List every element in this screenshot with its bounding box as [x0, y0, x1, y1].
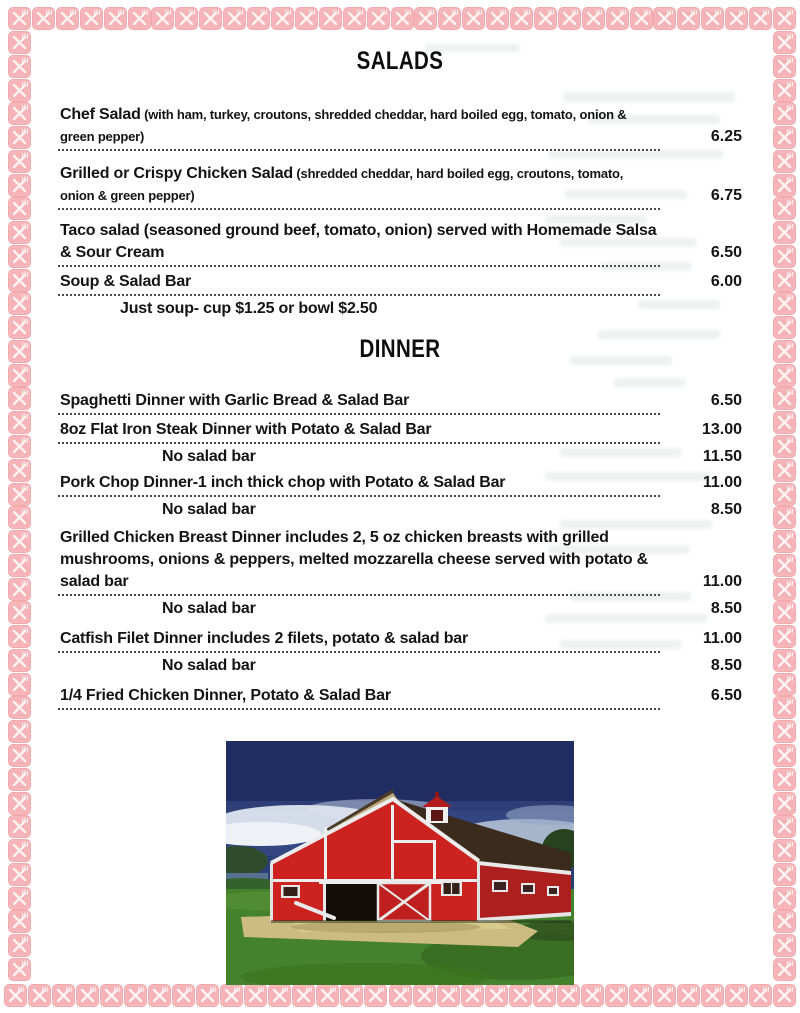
crossed-fork-and-knife-icon [773, 55, 796, 78]
crossed-fork-and-knife-icon [773, 887, 796, 910]
crossed-fork-and-knife-icon [725, 984, 748, 1007]
crossed-fork-and-knife-icon [630, 7, 653, 30]
crossed-fork-and-knife-icon [773, 245, 796, 268]
item-name: 8oz Flat Iron Steak Dinner with Potato & Salad Bar [60, 421, 432, 438]
crossed-fork-and-knife-icon [8, 316, 31, 339]
item-price: 6.00 [710, 273, 742, 290]
item-price: 6.25 [710, 128, 742, 145]
item-price: 6.50 [710, 244, 742, 261]
crossed-fork-and-knife-icon [151, 7, 174, 30]
crossed-fork-and-knife-icon [773, 649, 796, 672]
item-description: (shredded cheddar, hard boiled egg, croutons, tomato, onion & green pepper) [60, 166, 624, 203]
crossed-fork-and-knife-icon [8, 934, 31, 957]
crossed-fork-and-knife-icon [343, 7, 366, 30]
divider [58, 208, 660, 210]
menu-item-fried-chicken [58, 685, 742, 707]
crossed-fork-and-knife-icon [773, 411, 796, 434]
crossed-fork-and-knife-icon [292, 984, 315, 1007]
crossed-fork-and-knife-icon [8, 364, 31, 387]
crossed-fork-and-knife-icon [438, 7, 461, 30]
crossed-fork-and-knife-icon [773, 174, 796, 197]
crossed-fork-and-knife-icon [80, 7, 103, 30]
crossed-fork-and-knife-icon [8, 174, 31, 197]
menu-item-taco-salad [58, 220, 742, 264]
crossed-fork-and-knife-icon [773, 768, 796, 791]
crossed-fork-and-knife-icon [8, 459, 31, 482]
crossed-fork-and-knife-icon [773, 197, 796, 220]
crossed-fork-and-knife-icon [749, 7, 772, 30]
crossed-fork-and-knife-icon [319, 7, 342, 30]
subitem-label: No salad bar [162, 657, 256, 674]
crossed-fork-and-knife-icon [773, 601, 796, 624]
crossed-fork-and-knife-icon [701, 984, 724, 1007]
divider [58, 149, 660, 151]
section-title-salads: SALADS [356, 47, 444, 75]
divider [58, 442, 660, 444]
crossed-fork-and-knife-icon [437, 984, 460, 1007]
menu-item-soup-salad-bar [58, 271, 742, 293]
crossed-fork-and-knife-icon [8, 340, 31, 363]
subitem-price: 8.50 [710, 657, 742, 674]
crossed-fork-and-knife-icon [725, 7, 748, 30]
crossed-fork-and-knife-icon [413, 984, 436, 1007]
barn-photo [226, 741, 574, 985]
crossed-fork-and-knife-icon [773, 31, 796, 54]
crossed-fork-and-knife-icon [605, 984, 628, 1007]
menu-item-pork-chop [58, 472, 742, 494]
crossed-fork-and-knife-icon [389, 984, 412, 1007]
divider [58, 651, 660, 653]
crossed-fork-and-knife-icon [364, 984, 387, 1007]
crossed-fork-and-knife-icon [773, 364, 796, 387]
crossed-fork-and-knife-icon [8, 31, 31, 54]
crossed-fork-and-knife-icon [485, 984, 508, 1007]
item-name: Spaghetti Dinner with Garlic Bread & Salad Bar [60, 392, 410, 409]
soup-note: Just soup- cup $1.25 or bowl $2.50 [120, 300, 378, 317]
divider [58, 708, 660, 710]
crossed-fork-and-knife-icon [606, 7, 629, 30]
crossed-fork-and-knife-icon [8, 815, 31, 838]
crossed-fork-and-knife-icon [534, 7, 557, 30]
crossed-fork-and-knife-icon [509, 984, 532, 1007]
crossed-fork-and-knife-icon [316, 984, 339, 1007]
crossed-fork-and-knife-icon [100, 984, 123, 1007]
item-price: 11.00 [702, 630, 742, 647]
crossed-fork-and-knife-icon [701, 7, 724, 30]
crossed-fork-and-knife-icon [773, 435, 796, 458]
crossed-fork-and-knife-icon [8, 506, 31, 529]
menu-item-catfish [58, 628, 742, 650]
subitem-price: 8.50 [710, 600, 742, 617]
divider [58, 294, 660, 296]
crossed-fork-and-knife-icon [558, 7, 581, 30]
crossed-fork-and-knife-icon [773, 126, 796, 149]
item-price: 13.00 [701, 421, 742, 438]
item-name: Taco salad (seasoned ground beef, tomato, onion) served with Homemade Salsa & Sour Cream [60, 222, 657, 261]
crossed-fork-and-knife-icon [773, 984, 796, 1007]
crossed-fork-and-knife-icon [175, 7, 198, 30]
crossed-fork-and-knife-icon [8, 792, 31, 815]
menu-item-chicken-salad [58, 163, 742, 207]
crossed-fork-and-knife-icon [773, 625, 796, 648]
crossed-fork-and-knife-icon [773, 459, 796, 482]
border-top [8, 7, 796, 30]
crossed-fork-and-knife-icon [773, 387, 796, 410]
crossed-fork-and-knife-icon [199, 7, 222, 30]
crossed-fork-and-knife-icon [8, 269, 31, 292]
crossed-fork-and-knife-icon [8, 102, 31, 125]
item-name: 1/4 Fried Chicken Dinner, Potato & Salad Bar [60, 687, 391, 704]
item-name: Grilled Chicken Breast Dinner includes 2, 5 oz chicken breasts with grilled mushrooms, onions & peppers, melted mozzarella cheese served with potato & salad bar [60, 529, 649, 590]
crossed-fork-and-knife-icon [8, 150, 31, 173]
border-left [8, 31, 31, 981]
crossed-fork-and-knife-icon [295, 7, 318, 30]
crossed-fork-and-knife-icon [773, 673, 796, 696]
crossed-fork-and-knife-icon [773, 792, 796, 815]
crossed-fork-and-knife-icon [124, 984, 147, 1007]
divider [58, 413, 660, 415]
crossed-fork-and-knife-icon [104, 7, 127, 30]
crossed-fork-and-knife-icon [773, 934, 796, 957]
crossed-fork-and-knife-icon [773, 316, 796, 339]
crossed-fork-and-knife-icon [8, 649, 31, 672]
crossed-fork-and-knife-icon [8, 863, 31, 886]
item-name: Grilled or Crispy Chicken Salad [60, 165, 293, 182]
crossed-fork-and-knife-icon [220, 984, 243, 1007]
menu-content [58, 48, 742, 985]
crossed-fork-and-knife-icon [8, 197, 31, 220]
border-bottom [4, 984, 796, 1007]
menu-subitem-no-salad-bar [58, 655, 742, 677]
crossed-fork-and-knife-icon [773, 578, 796, 601]
crossed-fork-and-knife-icon [773, 530, 796, 553]
crossed-fork-and-knife-icon [8, 696, 31, 719]
item-description: (with ham, turkey, croutons, shredded cheddar, hard boiled egg, tomato, onion & green pepper) [60, 107, 627, 144]
item-name: Chef Salad [60, 106, 141, 123]
divider [58, 265, 660, 267]
crossed-fork-and-knife-icon [486, 7, 509, 30]
crossed-fork-and-knife-icon [773, 7, 796, 30]
item-name: Catfish Filet Dinner includes 2 filets, potato & salad bar [60, 630, 469, 647]
crossed-fork-and-knife-icon [244, 984, 267, 1007]
subitem-label: No salad bar [162, 501, 256, 518]
crossed-fork-and-knife-icon [268, 984, 291, 1007]
crossed-fork-and-knife-icon [8, 578, 31, 601]
menu-item-spaghetti [58, 390, 742, 412]
crossed-fork-and-knife-icon [8, 887, 31, 910]
crossed-fork-and-knife-icon [8, 126, 31, 149]
crossed-fork-and-knife-icon [773, 696, 796, 719]
crossed-fork-and-knife-icon [773, 269, 796, 292]
crossed-fork-and-knife-icon [28, 984, 51, 1007]
crossed-fork-and-knife-icon [8, 839, 31, 862]
crossed-fork-and-knife-icon [8, 554, 31, 577]
item-price: 6.50 [710, 392, 742, 409]
menu-item-flat-iron-steak [58, 419, 742, 441]
divider [58, 495, 660, 497]
crossed-fork-and-knife-icon [8, 245, 31, 268]
crossed-fork-and-knife-icon [773, 910, 796, 933]
item-price: 6.50 [710, 687, 742, 704]
item-price: 11.00 [702, 573, 742, 590]
crossed-fork-and-knife-icon [773, 958, 796, 981]
crossed-fork-and-knife-icon [196, 984, 219, 1007]
crossed-fork-and-knife-icon [172, 984, 195, 1007]
crossed-fork-and-knife-icon [773, 506, 796, 529]
crossed-fork-and-knife-icon [677, 984, 700, 1007]
crossed-fork-and-knife-icon [773, 554, 796, 577]
menu-item-chef-salad [58, 104, 742, 148]
crossed-fork-and-knife-icon [773, 720, 796, 743]
crossed-fork-and-knife-icon [8, 221, 31, 244]
crossed-fork-and-knife-icon [128, 7, 151, 30]
menu-item-grilled-chicken-breast [58, 527, 742, 593]
crossed-fork-and-knife-icon [8, 55, 31, 78]
crossed-fork-and-knife-icon [653, 984, 676, 1007]
crossed-fork-and-knife-icon [582, 7, 605, 30]
menu-subitem-no-salad-bar [58, 499, 742, 521]
crossed-fork-and-knife-icon [629, 984, 652, 1007]
crossed-fork-and-knife-icon [8, 673, 31, 696]
menu-subitem-no-salad-bar [58, 446, 742, 468]
crossed-fork-and-knife-icon [4, 984, 27, 1007]
crossed-fork-and-knife-icon [8, 435, 31, 458]
crossed-fork-and-knife-icon [557, 984, 580, 1007]
crossed-fork-and-knife-icon [677, 7, 700, 30]
crossed-fork-and-knife-icon [32, 7, 55, 30]
crossed-fork-and-knife-icon [773, 79, 796, 102]
divider [58, 594, 660, 596]
subitem-label: No salad bar [162, 448, 256, 465]
section-title-dinner: DINNER [359, 335, 441, 363]
subitem-price: 11.50 [702, 448, 742, 465]
crossed-fork-and-knife-icon [8, 625, 31, 648]
crossed-fork-and-knife-icon [8, 744, 31, 767]
crossed-fork-and-knife-icon [56, 7, 79, 30]
crossed-fork-and-knife-icon [8, 7, 31, 30]
crossed-fork-and-knife-icon [247, 7, 270, 30]
crossed-fork-and-knife-icon [367, 7, 390, 30]
crossed-fork-and-knife-icon [773, 102, 796, 125]
crossed-fork-and-knife-icon [773, 150, 796, 173]
item-price: 6.75 [710, 187, 742, 204]
crossed-fork-and-knife-icon [773, 483, 796, 506]
crossed-fork-and-knife-icon [773, 815, 796, 838]
crossed-fork-and-knife-icon [271, 7, 294, 30]
menu-subitem-no-salad-bar [58, 598, 742, 620]
crossed-fork-and-knife-icon [581, 984, 604, 1007]
crossed-fork-and-knife-icon [510, 7, 533, 30]
crossed-fork-and-knife-icon [653, 7, 676, 30]
crossed-fork-and-knife-icon [749, 984, 772, 1007]
crossed-fork-and-knife-icon [8, 79, 31, 102]
crossed-fork-and-knife-icon [76, 984, 99, 1007]
subitem-label: No salad bar [162, 600, 256, 617]
crossed-fork-and-knife-icon [461, 984, 484, 1007]
crossed-fork-and-knife-icon [8, 910, 31, 933]
crossed-fork-and-knife-icon [8, 601, 31, 624]
crossed-fork-and-knife-icon [414, 7, 437, 30]
crossed-fork-and-knife-icon [533, 984, 556, 1007]
crossed-fork-and-knife-icon [8, 292, 31, 315]
crossed-fork-and-knife-icon [8, 530, 31, 553]
crossed-fork-and-knife-icon [52, 984, 75, 1007]
crossed-fork-and-knife-icon [773, 292, 796, 315]
crossed-fork-and-knife-icon [340, 984, 363, 1007]
crossed-fork-and-knife-icon [773, 744, 796, 767]
crossed-fork-and-knife-icon [462, 7, 485, 30]
item-price: 11.00 [702, 474, 742, 491]
crossed-fork-and-knife-icon [8, 387, 31, 410]
crossed-fork-and-knife-icon [223, 7, 246, 30]
crossed-fork-and-knife-icon [773, 340, 796, 363]
crossed-fork-and-knife-icon [773, 839, 796, 862]
item-name: Soup & Salad Bar [60, 273, 192, 290]
crossed-fork-and-knife-icon [773, 221, 796, 244]
crossed-fork-and-knife-icon [8, 958, 31, 981]
crossed-fork-and-knife-icon [8, 411, 31, 434]
crossed-fork-and-knife-icon [148, 984, 171, 1007]
crossed-fork-and-knife-icon [8, 768, 31, 791]
subitem-price: 8.50 [710, 501, 742, 518]
crossed-fork-and-knife-icon [8, 483, 31, 506]
crossed-fork-and-knife-icon [391, 7, 414, 30]
item-name: Pork Chop Dinner-1 inch thick chop with Potato & Salad Bar [60, 474, 506, 491]
crossed-fork-and-knife-icon [773, 863, 796, 886]
border-right [773, 31, 796, 981]
crossed-fork-and-knife-icon [8, 720, 31, 743]
